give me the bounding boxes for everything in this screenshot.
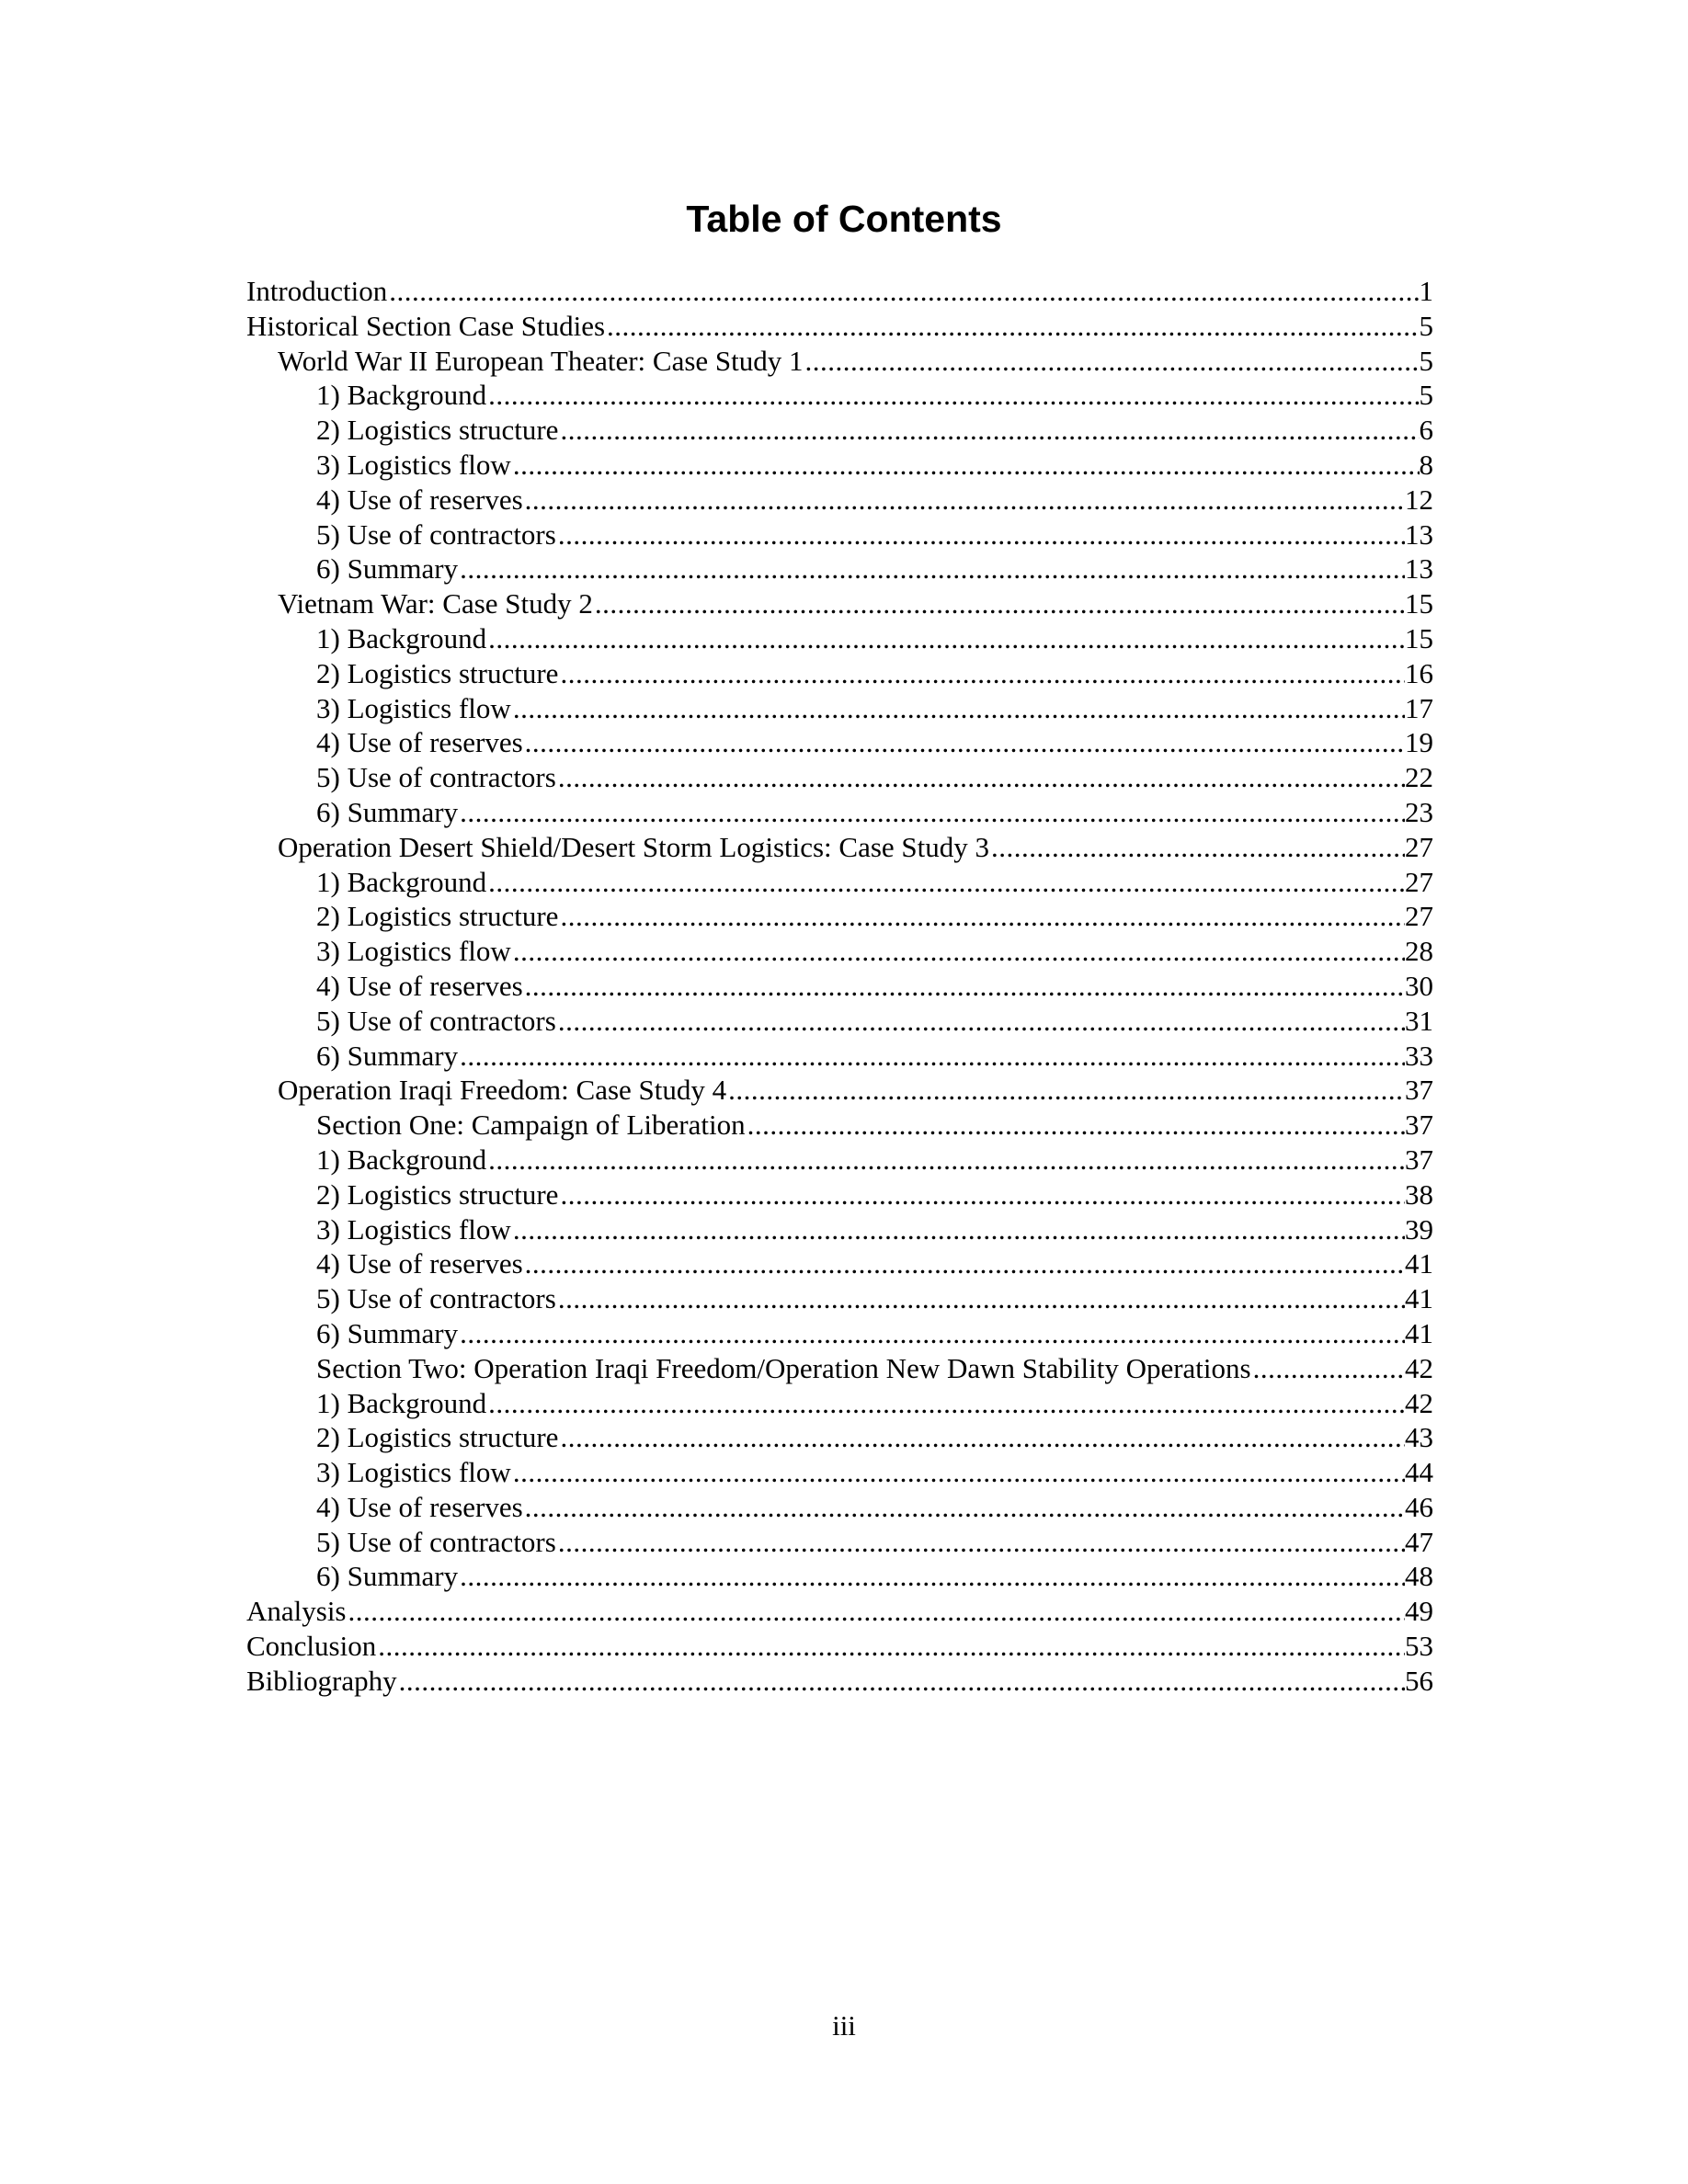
toc-entry-label: 5) Use of contractors bbox=[316, 1282, 556, 1315]
toc-entry-page-number: 27 bbox=[1405, 900, 1433, 933]
toc-entry-page-number: 5 bbox=[1419, 344, 1433, 377]
dot-leader bbox=[556, 518, 1405, 552]
toc-entry-label: 5) Use of contractors bbox=[316, 1004, 556, 1037]
toc-entry[interactable] bbox=[246, 448, 1433, 483]
table-of-contents bbox=[246, 274, 1433, 1699]
dot-leader bbox=[558, 413, 1419, 448]
toc-entry[interactable] bbox=[246, 795, 1433, 830]
toc-entry-page-number: 16 bbox=[1405, 656, 1433, 689]
toc-entry-label: 6) Summary bbox=[316, 1560, 459, 1593]
toc-entry-label: Analysis bbox=[246, 1595, 347, 1628]
dot-leader bbox=[458, 552, 1405, 586]
dot-leader bbox=[397, 1664, 1405, 1699]
toc-entry-page-number: 41 bbox=[1405, 1316, 1433, 1349]
dot-leader bbox=[458, 1316, 1405, 1351]
page-number: iii bbox=[832, 2009, 856, 2042]
toc-entry[interactable] bbox=[246, 899, 1433, 934]
toc-entry-page-number: 46 bbox=[1405, 1490, 1433, 1523]
toc-entry-page-number: 48 bbox=[1405, 1560, 1433, 1593]
toc-entry[interactable] bbox=[246, 760, 1433, 795]
toc-entry-label: 3) Logistics flow bbox=[316, 691, 511, 724]
dot-leader bbox=[523, 725, 1405, 760]
dot-leader bbox=[1251, 1351, 1405, 1386]
dot-leader bbox=[989, 830, 1405, 865]
toc-entry-label: Historical Section Case Studies bbox=[246, 309, 606, 342]
toc-entry[interactable] bbox=[246, 725, 1433, 760]
toc-entry[interactable] bbox=[246, 1490, 1433, 1525]
toc-entry-label: 4) Use of reserves bbox=[316, 1247, 523, 1280]
toc-entry-page-number: 42 bbox=[1405, 1351, 1433, 1384]
toc-entry-page-number: 6 bbox=[1419, 414, 1433, 447]
toc-entry-label: 3) Logistics flow bbox=[316, 1456, 511, 1489]
toc-entry-page-number: 47 bbox=[1405, 1525, 1433, 1558]
toc-entry-page-number: 49 bbox=[1405, 1595, 1433, 1628]
toc-entry[interactable] bbox=[246, 518, 1433, 552]
toc-entry[interactable] bbox=[246, 1351, 1433, 1386]
dot-leader bbox=[486, 1143, 1405, 1177]
toc-entry[interactable] bbox=[246, 1212, 1433, 1247]
dot-leader bbox=[458, 1039, 1405, 1074]
toc-entry-page-number: 53 bbox=[1405, 1630, 1433, 1663]
toc-entry-label: 1) Background bbox=[316, 1143, 487, 1176]
dot-leader bbox=[511, 1455, 1405, 1490]
toc-entry[interactable] bbox=[246, 1177, 1433, 1212]
toc-entry-label: 3) Logistics flow bbox=[316, 1212, 511, 1246]
toc-entry-page-number: 17 bbox=[1405, 691, 1433, 724]
dot-leader bbox=[523, 1246, 1405, 1281]
toc-entry-page-number: 1 bbox=[1419, 275, 1433, 307]
toc-entry-page-number: 28 bbox=[1405, 935, 1433, 968]
toc-entry-label: 5) Use of contractors bbox=[316, 1525, 556, 1558]
dot-leader bbox=[746, 1108, 1405, 1143]
toc-entry[interactable] bbox=[246, 413, 1433, 448]
toc-entry-label: 3) Logistics flow bbox=[316, 935, 511, 968]
toc-entry-label: Conclusion bbox=[246, 1630, 377, 1663]
toc-entry-page-number: 39 bbox=[1405, 1212, 1433, 1246]
toc-entry-label: 2) Logistics structure bbox=[316, 1177, 559, 1211]
toc-entry-label: World War II European Theater: Case Study 1 bbox=[278, 344, 804, 377]
dot-leader bbox=[523, 1490, 1405, 1525]
dot-leader bbox=[511, 1212, 1405, 1247]
dot-leader bbox=[486, 621, 1405, 656]
toc-entry-page-number: 13 bbox=[1405, 552, 1433, 586]
dot-leader bbox=[605, 309, 1419, 344]
dot-leader bbox=[556, 1281, 1405, 1316]
toc-entry-page-number: 8 bbox=[1419, 448, 1433, 481]
dot-leader bbox=[511, 448, 1420, 483]
toc-entry[interactable] bbox=[246, 483, 1433, 518]
dot-leader bbox=[726, 1073, 1405, 1108]
toc-entry[interactable] bbox=[246, 1316, 1433, 1351]
toc-entry-label: 1) Background bbox=[316, 865, 487, 898]
toc-entry[interactable] bbox=[246, 621, 1433, 656]
toc-entry[interactable] bbox=[246, 1281, 1433, 1316]
toc-entry-page-number: 43 bbox=[1405, 1421, 1433, 1454]
toc-entry[interactable] bbox=[246, 1246, 1433, 1281]
toc-entry-label: Vietnam War: Case Study 2 bbox=[278, 587, 593, 620]
toc-entry-label: 5) Use of contractors bbox=[316, 761, 556, 794]
toc-entry-label: Operation Iraqi Freedom: Case Study 4 bbox=[278, 1074, 727, 1107]
toc-entry[interactable] bbox=[246, 1559, 1433, 1594]
toc-entry-label: 4) Use of reserves bbox=[316, 726, 523, 759]
toc-entry-label: Section One: Campaign of Liberation bbox=[316, 1109, 746, 1142]
toc-entry-label: 2) Logistics structure bbox=[316, 1421, 559, 1454]
toc-entry-page-number: 23 bbox=[1405, 795, 1433, 828]
dot-leader bbox=[558, 1420, 1405, 1455]
toc-entry-page-number: 33 bbox=[1405, 1039, 1433, 1072]
dot-leader bbox=[376, 1629, 1405, 1664]
toc-entry[interactable] bbox=[246, 691, 1433, 726]
dot-leader bbox=[511, 934, 1405, 969]
dot-leader bbox=[347, 1594, 1406, 1629]
page-title: Table of Contents bbox=[686, 198, 1002, 240]
dot-leader bbox=[558, 899, 1405, 934]
toc-entry[interactable] bbox=[246, 1594, 1433, 1629]
toc-entry-page-number: 12 bbox=[1405, 483, 1433, 516]
toc-entry[interactable] bbox=[246, 865, 1433, 900]
dot-leader bbox=[523, 483, 1405, 518]
toc-entry[interactable] bbox=[246, 586, 1433, 621]
dot-leader bbox=[556, 760, 1405, 795]
toc-entry[interactable] bbox=[246, 656, 1433, 691]
dot-leader bbox=[593, 586, 1405, 621]
toc-entry[interactable] bbox=[246, 1525, 1433, 1560]
toc-entry-label: 6) Summary bbox=[316, 552, 459, 586]
toc-entry-page-number: 37 bbox=[1405, 1143, 1433, 1176]
toc-entry-label: 1) Background bbox=[316, 379, 487, 412]
toc-entry-page-number: 27 bbox=[1405, 830, 1433, 863]
toc-entry-page-number: 38 bbox=[1405, 1177, 1433, 1211]
toc-entry[interactable] bbox=[246, 309, 1433, 344]
toc-entry-label: 4) Use of reserves bbox=[316, 969, 523, 1002]
toc-entry-label: 3) Logistics flow bbox=[316, 448, 511, 481]
dot-leader bbox=[556, 1004, 1405, 1039]
dot-leader bbox=[387, 274, 1419, 309]
toc-entry[interactable] bbox=[246, 1004, 1433, 1039]
dot-leader bbox=[523, 969, 1405, 1004]
dot-leader bbox=[511, 691, 1405, 726]
toc-entry[interactable] bbox=[246, 1455, 1433, 1490]
toc-entry[interactable] bbox=[246, 274, 1433, 309]
toc-entry[interactable] bbox=[246, 830, 1433, 865]
toc-entry-label: Section Two: Operation Iraqi Freedom/Operation New Dawn Stability Operations bbox=[316, 1351, 1251, 1384]
toc-entry[interactable] bbox=[246, 1664, 1433, 1699]
dot-leader bbox=[486, 865, 1405, 900]
toc-entry-label: 1) Background bbox=[316, 621, 487, 654]
toc-entry-label: 5) Use of contractors bbox=[316, 518, 556, 551]
toc-entry[interactable] bbox=[246, 1073, 1433, 1108]
toc-entry-page-number: 15 bbox=[1405, 587, 1433, 620]
dot-leader bbox=[556, 1525, 1405, 1560]
toc-entry-page-number: 44 bbox=[1405, 1456, 1433, 1489]
toc-entry[interactable] bbox=[246, 344, 1433, 379]
toc-entry-page-number: 41 bbox=[1405, 1282, 1433, 1315]
toc-entry-label: 2) Logistics structure bbox=[316, 656, 559, 689]
toc-entry-page-number: 37 bbox=[1405, 1074, 1433, 1107]
toc-entry-page-number: 22 bbox=[1405, 761, 1433, 794]
toc-entry-page-number: 27 bbox=[1405, 865, 1433, 898]
dot-leader bbox=[458, 795, 1405, 830]
toc-entry-page-number: 41 bbox=[1405, 1247, 1433, 1280]
dot-leader bbox=[486, 378, 1419, 413]
toc-entry-label: Bibliography bbox=[246, 1664, 397, 1697]
toc-entry-label: 6) Summary bbox=[316, 1039, 459, 1072]
toc-entry[interactable] bbox=[246, 969, 1433, 1004]
toc-entry[interactable] bbox=[246, 552, 1433, 586]
toc-entry-label: Operation Desert Shield/Desert Storm Logistics: Case Study 3 bbox=[278, 830, 990, 863]
dot-leader bbox=[458, 1559, 1405, 1594]
toc-entry-page-number: 19 bbox=[1405, 726, 1433, 759]
toc-entry-page-number: 5 bbox=[1419, 379, 1433, 412]
toc-entry-label: 4) Use of reserves bbox=[316, 483, 523, 516]
toc-entry-page-number: 37 bbox=[1405, 1109, 1433, 1142]
toc-entry-page-number: 30 bbox=[1405, 969, 1433, 1002]
toc-entry-label: Introduction bbox=[246, 275, 388, 307]
toc-entry-label: 2) Logistics structure bbox=[316, 900, 559, 933]
toc-entry-label: 2) Logistics structure bbox=[316, 414, 559, 447]
toc-entry[interactable] bbox=[246, 1420, 1433, 1455]
toc-entry[interactable] bbox=[246, 1629, 1433, 1664]
toc-entry-page-number: 31 bbox=[1405, 1004, 1433, 1037]
dot-leader bbox=[486, 1386, 1405, 1421]
toc-entry[interactable] bbox=[246, 1386, 1433, 1421]
toc-entry[interactable] bbox=[246, 1108, 1433, 1143]
toc-entry[interactable] bbox=[246, 934, 1433, 969]
toc-entry-label: 1) Background bbox=[316, 1386, 487, 1419]
toc-entry[interactable] bbox=[246, 1143, 1433, 1177]
toc-entry-label: 4) Use of reserves bbox=[316, 1490, 523, 1523]
toc-entry-page-number: 42 bbox=[1405, 1386, 1433, 1419]
toc-entry-label: 6) Summary bbox=[316, 1316, 459, 1349]
toc-entry-page-number: 56 bbox=[1405, 1664, 1433, 1697]
toc-entry-page-number: 13 bbox=[1405, 518, 1433, 551]
dot-leader bbox=[558, 1177, 1405, 1212]
dot-leader bbox=[558, 656, 1405, 691]
toc-entry-page-number: 5 bbox=[1419, 309, 1433, 342]
toc-entry[interactable] bbox=[246, 378, 1433, 413]
toc-entry[interactable] bbox=[246, 1039, 1433, 1074]
dot-leader bbox=[804, 344, 1420, 379]
toc-entry-page-number: 15 bbox=[1405, 621, 1433, 654]
toc-entry-label: 6) Summary bbox=[316, 795, 459, 828]
